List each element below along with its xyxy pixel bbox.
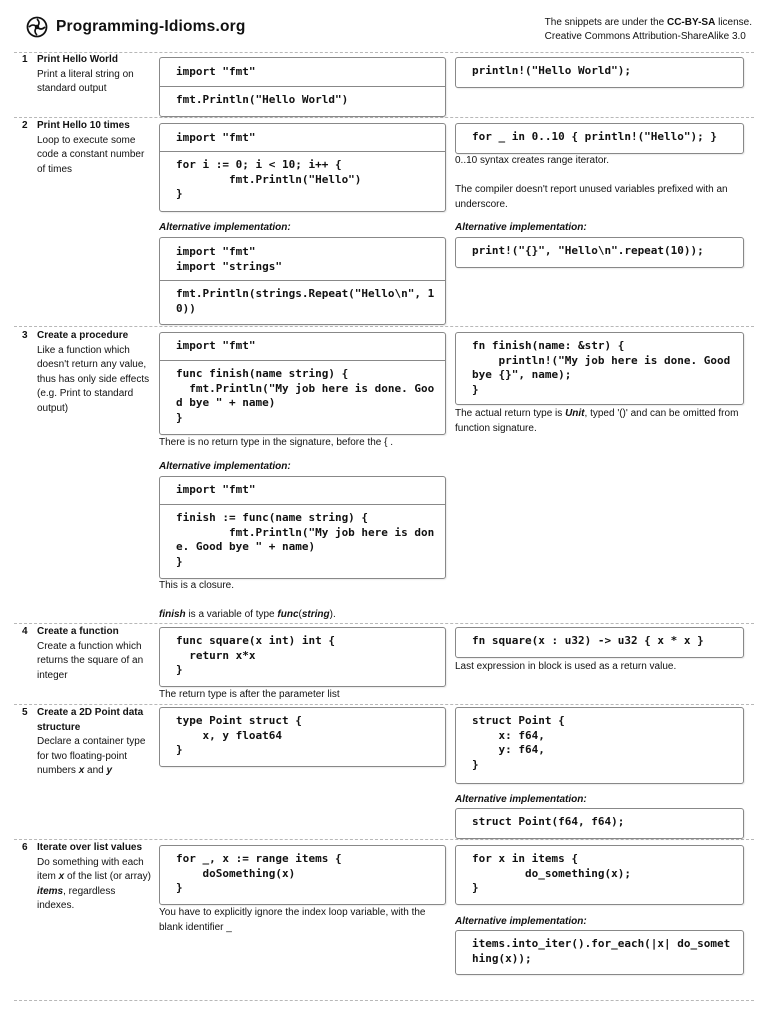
row-separator <box>14 117 754 118</box>
license-notice: The snippets are under the CC-BY-SA license. Creative Commons Attribution-ShareAlike 3.0 <box>544 17 752 42</box>
alt-implementation-label: Alternative implementation: <box>159 461 291 472</box>
go-code: for _, x := range items { doSomething(x) } <box>176 852 342 894</box>
row-separator <box>14 1000 754 1001</box>
go-alt-code-box <box>159 476 446 579</box>
go-code: func finish(name string) { fmt.Println("My job here is done. Goo d bye " + name) } <box>176 367 435 424</box>
go-import: import "fmt" <box>176 483 256 496</box>
idiom-number: 2 <box>22 120 28 131</box>
idiom-description: Create a function Create a function which returns the square of an integer <box>37 625 155 683</box>
alt-implementation-label: Alternative implementation: <box>455 222 587 233</box>
rust-alt-code-box <box>455 237 744 268</box>
row-separator <box>14 704 754 705</box>
idiom-title[interactable]: Print Hello 10 times <box>37 120 130 131</box>
site-title[interactable]: Programming-Idioms.org <box>56 18 246 35</box>
go-alt-note-type: finish is a variable of type func(string). <box>159 609 336 620</box>
rust-code: struct Point { x: f64, y: f64, } <box>472 714 565 771</box>
rust-code: println!("Hello World"); <box>472 64 631 77</box>
go-code: for i := 0; i < 10; i++ { fmt.Println("Hello") } <box>176 158 362 200</box>
idiom-description: Print Hello World Print a literal string on standard output <box>37 53 155 97</box>
row-separator <box>14 623 754 624</box>
alt-implementation-label: Alternative implementation: <box>455 916 587 927</box>
go-code-box <box>159 123 446 212</box>
go-note: You have to explicitly ignore the index loop variable, with the blank identifier _ <box>159 907 426 933</box>
rust-note: The compiler doesn't report unused variables prefixed with an underscore. <box>455 184 728 210</box>
idiom-title[interactable]: Iterate over list values <box>37 842 143 853</box>
rust-code-box <box>455 845 744 905</box>
idiom-description: Iterate over list values Do something with each item x of the list (or array) items, regardless indexes. <box>37 841 155 914</box>
page-header <box>26 14 754 48</box>
go-import: import "fmt" <box>176 131 256 144</box>
go-import: import "fmt" <box>176 339 256 352</box>
alt-implementation-label: Alternative implementation: <box>159 222 291 233</box>
go-code-box <box>159 627 446 687</box>
row-separator <box>14 326 754 327</box>
go-code: finish := func(name string) { fmt.Println("My job here is don e. Good bye " + name) } <box>176 511 435 568</box>
rust-note: The actual return type is Unit, typed '()' and can be omitted from function signature. <box>455 408 739 434</box>
idiom-number: 3 <box>22 330 28 341</box>
idiom-description: Create a procedure Like a function which doesn't return any value, thus has only side effects (e.g. Print to standard output) <box>37 329 155 416</box>
go-import: import "fmt" <box>176 65 256 78</box>
idiom-description: Create a 2D Point data structure Declare a container type for two floating-point numbers x and y <box>37 706 155 779</box>
logo-icon <box>26 16 48 38</box>
rust-code-box <box>455 707 744 784</box>
go-import: import "fmt" import "strings" <box>176 245 282 273</box>
go-code-box <box>159 332 446 435</box>
go-note: The return type is after the parameter list <box>159 689 340 700</box>
idiom-number: 6 <box>22 842 28 853</box>
rust-code-box <box>455 332 744 405</box>
rust-alt-code-box <box>455 808 744 839</box>
go-code: type Point struct { x, y float64 } <box>176 714 302 756</box>
rust-note: Last expression in block is used as a return value. <box>455 661 677 672</box>
idiom-number: 4 <box>22 626 28 637</box>
go-code: func square(x int) int { return x*x } <box>176 634 335 676</box>
rust-code: print!("{}", "Hello\n".repeat(10)); <box>472 244 704 257</box>
rust-alt-code-box <box>455 930 744 975</box>
rust-code: for _ in 0..10 { println!("Hello"); } <box>472 130 718 143</box>
rust-code-box <box>455 123 744 154</box>
rust-code: fn finish(name: &str) { println!("My job here is done. Good bye {}", name); } <box>472 339 731 396</box>
rust-note: 0..10 syntax creates range iterator. <box>455 155 609 166</box>
rust-code: fn square(x : u32) -> u32 { x * x } <box>472 634 704 647</box>
go-code-box <box>159 845 446 905</box>
idiom-title[interactable]: Create a function <box>37 626 119 637</box>
idiom-description: Print Hello 10 times Loop to execute some code a constant number of times <box>37 119 155 177</box>
go-code: fmt.Println("Hello World") <box>176 93 349 106</box>
go-code: fmt.Println(strings.Repeat("Hello\n", 1 0)) <box>176 287 435 315</box>
rust-code-box <box>455 57 744 88</box>
idiom-title[interactable]: Create a procedure <box>37 330 129 341</box>
idiom-title[interactable]: Print Hello World <box>37 54 118 65</box>
go-alt-note: This is a closure. <box>159 580 235 591</box>
go-code-box <box>159 707 446 767</box>
row-separator <box>14 839 754 840</box>
idiom-title[interactable]: Create a 2D Point data structure <box>37 707 144 733</box>
go-note: There is no return type in the signature, before the { . <box>159 437 394 448</box>
go-alt-code-box <box>159 237 446 325</box>
go-code-box <box>159 57 446 117</box>
license-link[interactable]: CC-BY-SA <box>666 17 716 28</box>
idiom-number: 1 <box>22 54 28 65</box>
rust-code: struct Point(f64, f64); <box>472 815 625 828</box>
idiom-number: 5 <box>22 707 28 718</box>
rust-code-box <box>455 627 744 658</box>
alt-implementation-label: Alternative implementation: <box>455 794 587 805</box>
rust-code: items.into_iter().for_each(|x| do_somet hing(x)); <box>472 937 731 965</box>
rust-code: for x in items { do_something(x); } <box>472 852 631 894</box>
